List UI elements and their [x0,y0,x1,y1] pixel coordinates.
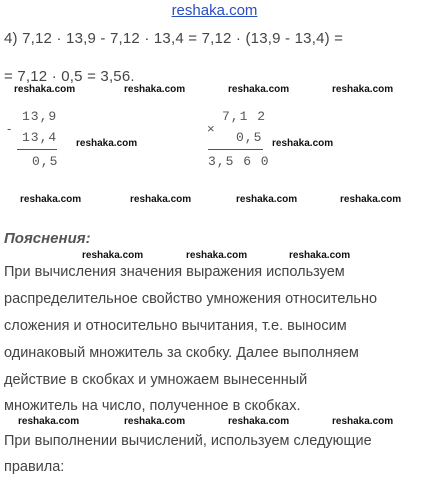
subtrahend: 13,4 [22,130,58,145]
equation-line-2: = 7,12 · 0,5 = 3,56. [4,68,135,85]
watermark: reshaka.com [236,194,298,205]
times-sign: × [207,121,215,136]
watermark: reshaka.com [289,250,351,261]
minuend: 13,9 [22,109,58,124]
explanation-line: множитель на число, полученное в скобках. [4,398,301,414]
watermark: reshaka.com [272,138,334,149]
watermark: reshaka.com [228,416,290,427]
watermark: reshaka.com [20,194,82,205]
multiplication-rule [208,149,263,150]
watermark: reshaka.com [124,416,186,427]
site-link[interactable]: reshaka.com [171,2,258,19]
watermark: reshaka.com [332,84,394,95]
watermark: reshaka.com [130,194,192,205]
explanation-line: При выполнении вычислений, используем следующие [4,433,372,449]
explanation-line: действие в скобках и умножаем вынесенный [4,372,308,388]
minus-sign: - [7,121,12,136]
watermark: reshaka.com [332,416,394,427]
subtraction-result: 0,5 [32,154,59,169]
watermark: reshaka.com [186,250,248,261]
explanation-line: распределительное свойство умножения относительно [4,291,378,307]
subtraction-rule [17,149,57,150]
explanation-line: одинаковый множитель за скобку. Далее выполняем [4,345,359,361]
watermark: reshaka.com [228,84,290,95]
watermark: reshaka.com [340,194,402,205]
explanation-line: При вычисления значения выражения используем [4,264,345,280]
multiplicand: 7,1 2 [222,109,267,124]
watermark: reshaka.com [124,84,186,95]
explanation-line: сложения и относительно вычитания, т.е. выносим [4,318,347,334]
equation-line-1: 4) 7,12 · 13,9 - 7,12 · 13,4 = 7,12 · (13,9 - 13,4) = [4,30,344,47]
watermark: reshaka.com [14,84,76,95]
explanation-title: Пояснения: [4,230,91,247]
multiplication-result: 3,5 6 0 [208,154,270,169]
watermark: reshaka.com [76,138,138,149]
explanation-line: правила: [4,459,65,475]
watermark: reshaka.com [82,250,144,261]
multiplier: 0,5 [236,130,263,145]
watermark: reshaka.com [18,416,80,427]
